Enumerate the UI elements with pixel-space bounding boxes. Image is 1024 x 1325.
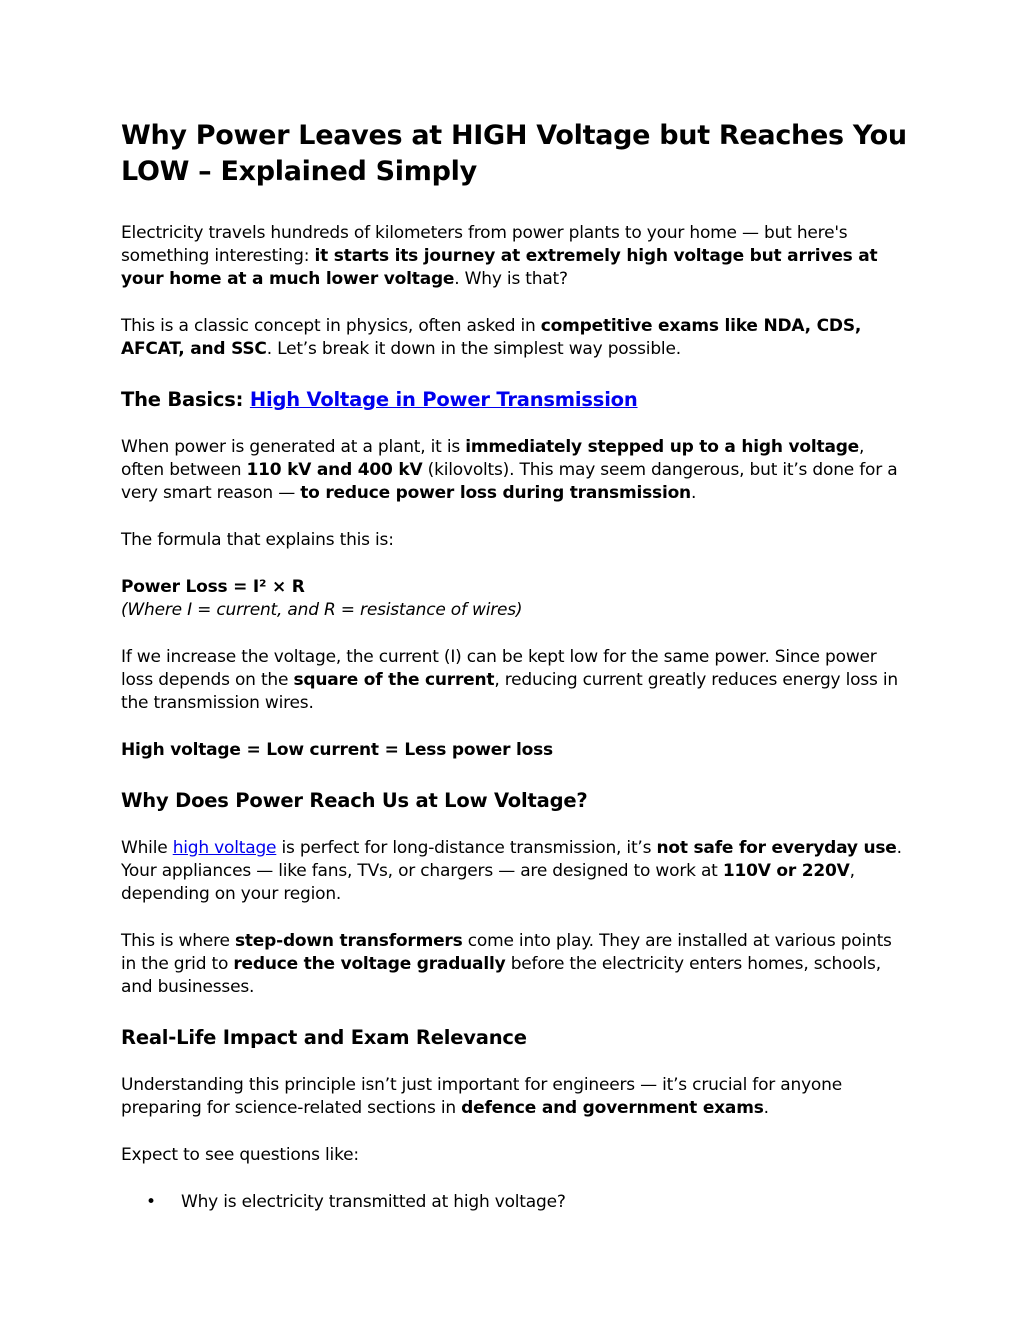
formula-intro: The formula that explains this is: [121,530,394,550]
list-item [121,1191,911,1214]
body-text: before the electricity enters homes, schools, and businesses. [121,954,881,997]
body-text: . Your appliances — like fans, TVs, or chargers — are designed to work at [121,838,902,881]
body-text: , depending on your region. [121,861,855,904]
document-page [121,118,911,1214]
formula-block [121,576,911,622]
body-text: If we increase the voltage, the current (I) can be kept low for the same power. Since power loss depends on the [121,647,877,690]
intro-paragraph-1 [121,222,911,291]
body-text: This is where [121,931,235,951]
intro-text: Electricity travels hundreds of kilometers from power plants to your home — but here's something interesting: [121,223,848,266]
section-heading-impact: Real-Life Impact and Exam Relevance [121,1026,527,1049]
intro-paragraph-2 [121,315,911,361]
low-voltage-paragraph-1 [121,837,911,906]
impact-paragraph-1 [121,1074,911,1120]
bullet-glyph: • [146,1192,156,1212]
exam-list-emphasis: competitive exams like NDA, CDS, AFCAT, and SSC [121,316,862,359]
formula: Power Loss = I² × R [121,577,305,597]
high-voltage-transmission-link[interactable]: High Voltage in Power Transmission [249,388,638,411]
intro-text: . Let’s break it down in the simplest way possible. [266,339,681,359]
body-text: , often between [121,437,865,480]
basics-paragraph-1 [121,436,911,505]
body-emphasis: defence and government exams [461,1098,764,1118]
intro-emphasis: it starts its journey at extremely high voltage but arrives at your home at a much lower voltage [121,246,878,289]
high-voltage-link[interactable]: high voltage [172,838,277,858]
body-emphasis: to reduce power loss during transmission [300,483,691,503]
heading-prefix: The Basics: [121,388,250,411]
body-emphasis: 110V or 220V [722,861,850,881]
page-title: Why Power Leaves at HIGH Voltage but Reaches You LOW – Explained Simply [121,120,907,187]
low-voltage-paragraph-2 [121,930,911,999]
basics-paragraph-3 [121,646,911,715]
body-emphasis: not safe for everyday use [656,838,897,858]
intro-text: This is a classic concept in physics, often asked in [121,316,541,336]
question-list [121,1191,911,1214]
body-text: (kilovolts). This may seem dangerous, but it’s done for a very smart reason — [121,460,898,503]
body-text: come into play. They are installed at various points in the grid to [121,931,892,974]
body-text: While [121,838,173,858]
body-emphasis: immediately stepped up to a high voltage [465,437,860,457]
section-heading-basics [121,385,911,415]
formula-note: (Where I = current, and R = resistance of wires) [121,600,523,620]
body-text: . [690,483,697,503]
intro-text: . Why is that? [454,269,568,289]
section-heading-low-voltage: Why Does Power Reach Us at Low Voltage? [121,789,588,812]
body-text: , reducing current greatly reduces energy loss in the transmission wires. [121,670,898,713]
summary-line [121,739,911,762]
impact-paragraph-2: Expect to see questions like: [121,1145,359,1165]
body-emphasis: reduce the voltage gradually [233,954,506,974]
body-emphasis: step-down transformers [234,931,463,951]
body-text: When power is generated at a plant, it is [121,437,466,457]
body-text: is perfect for long-distance transmission, it’s [276,838,657,858]
body-text: Understanding this principle isn’t just important for engineers — it’s crucial for anyone preparing for science-related sections in [121,1075,842,1118]
body-emphasis: square of the current [293,670,495,690]
summary-text: High voltage = Low current = Less power loss [121,740,553,760]
body-text: . [763,1098,769,1118]
body-emphasis: 110 kV and 400 kV [246,460,423,480]
list-item-text: Why is electricity transmitted at high voltage? [181,1192,566,1212]
